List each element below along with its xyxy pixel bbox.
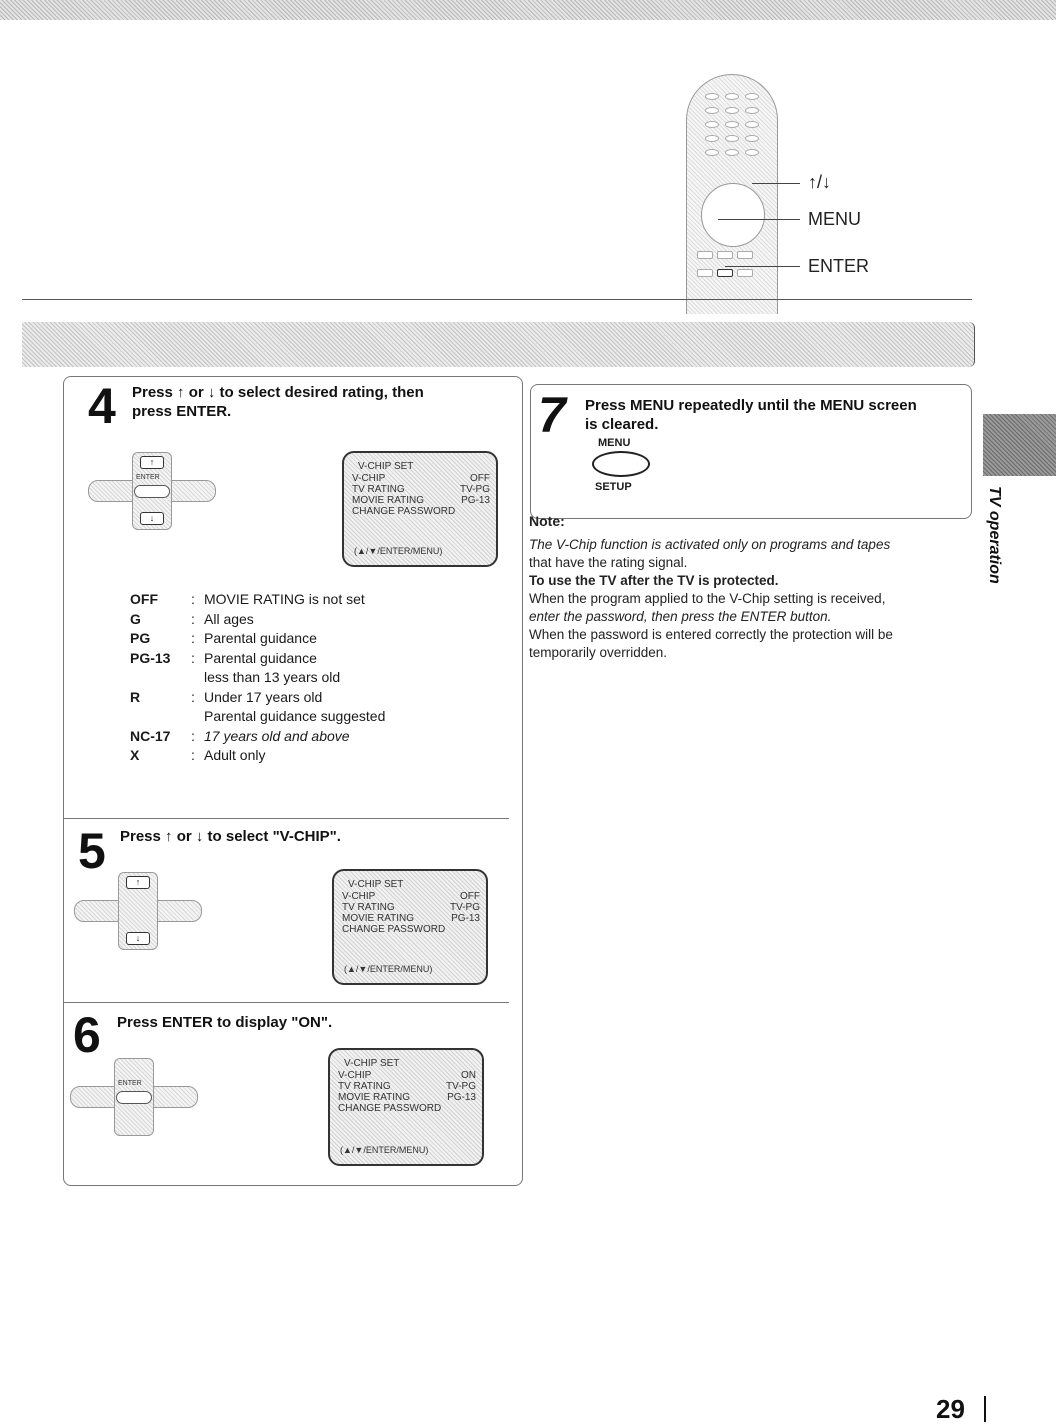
step-5-tv-screen	[332, 869, 488, 985]
rating-code: R	[130, 688, 141, 705]
rating-row: X : Adult only	[130, 746, 385, 766]
remote-button-icon	[737, 269, 753, 277]
tv-screen-title: V-CHIP SET	[344, 1058, 400, 1069]
down-arrow-key-icon: ↓	[126, 932, 150, 945]
tv-row-label: MOVIE RATING	[352, 495, 425, 506]
rating-desc: Parental guidance	[204, 630, 317, 646]
page-number: 29	[936, 1394, 965, 1424]
note-text: When the password is entered correctly the protection will be	[529, 627, 893, 642]
remote-button-icon	[745, 121, 759, 128]
note-subtitle: To use the TV after the TV is protected.	[529, 573, 779, 588]
tv-row-label: V-CHIP	[342, 891, 376, 902]
remote-button-icon	[745, 93, 759, 100]
remote-button-icon	[745, 135, 759, 142]
callout-line-arrows	[752, 183, 800, 184]
section-divider	[22, 299, 972, 300]
remote-button-icon	[725, 149, 739, 156]
callout-menu-label: MENU	[808, 209, 861, 229]
remote-button-icon	[745, 149, 759, 156]
rating-desc: MOVIE RATING is not set	[204, 591, 365, 607]
note-text: temporarily overridden.	[529, 645, 668, 660]
step-7-instruction-line1: Press MENU repeatedly until the MENU screen	[585, 397, 917, 414]
rating-row: PG-13 : Parental guidance	[130, 649, 385, 669]
remote-button-icon	[725, 107, 739, 114]
menu-button-icon	[592, 451, 650, 477]
note-text: The V-Chip function is activated only on programs and tapes	[529, 537, 891, 552]
callout-arrows-label: ↑/↓	[808, 172, 832, 192]
step-5-instruction: Press ↑ or ↓ to select "V-CHIP".	[120, 828, 341, 845]
tv-row-value: PG-13	[461, 495, 490, 506]
enter-key-icon	[116, 1091, 152, 1104]
note-title: Note:	[529, 513, 565, 529]
rating-code: PG-13	[130, 649, 171, 666]
callout-enter-label: ENTER	[808, 256, 870, 276]
remote-button-icon	[705, 93, 719, 100]
callout-line-menu	[718, 219, 800, 220]
tv-row-label: TV RATING	[338, 1081, 391, 1092]
step-4-tv-screen	[342, 451, 498, 567]
tv-row-value: ON	[461, 1070, 476, 1081]
rating-code: X	[130, 747, 140, 763]
menu-button-label: MENU	[598, 437, 631, 449]
step-6-tv-screen	[328, 1048, 484, 1166]
rating-code: PG	[130, 630, 151, 646]
section-tab-label: TV operation	[986, 486, 1003, 584]
page-number-bar	[984, 1396, 986, 1422]
rating-row: R : Under 17 years old	[130, 688, 385, 708]
enter-key-label: ENTER	[136, 474, 160, 481]
tv-row-label: V-CHIP	[352, 473, 386, 484]
step-5-number: 5	[78, 823, 106, 879]
tv-row-label: MOVIE RATING	[338, 1092, 411, 1103]
step-6-remote-keys	[70, 1058, 198, 1136]
rating-desc: Parental guidance suggested	[204, 708, 386, 724]
rating-desc: Parental guidance	[204, 649, 317, 666]
remote-button-icon	[725, 93, 739, 100]
remote-button-icon	[737, 251, 753, 259]
step-4-instruction-line1: Press ↑ or ↓ to select desired rating, then	[132, 384, 424, 401]
rating-table	[130, 590, 385, 766]
tv-row-label: MOVIE RATING	[342, 913, 415, 924]
rating-row	[130, 668, 385, 688]
section-tab-marker	[983, 414, 1056, 476]
remote-button-icon	[697, 251, 713, 259]
top-decorative-band	[0, 0, 1056, 20]
rating-desc: All ages	[204, 610, 254, 627]
remote-button-icon	[745, 107, 759, 114]
rating-desc: Under 17 years old	[204, 688, 323, 705]
rating-desc: 17 years old and above	[204, 727, 350, 744]
tv-row-value: PG-13	[447, 1092, 476, 1103]
rating-code: NC-17	[130, 727, 171, 744]
rating-row: G : All ages	[130, 610, 385, 630]
note-text: that have the rating signal.	[529, 555, 688, 570]
remote-dpad-icon	[701, 183, 765, 247]
step-4-number: 4	[88, 378, 116, 434]
rating-code	[130, 707, 182, 727]
step-5-remote-keys	[74, 872, 202, 950]
step-6-number: 6	[73, 1007, 101, 1063]
step-divider	[63, 1002, 509, 1003]
tv-row-label: CHANGE PASSWORD	[338, 1103, 442, 1114]
remote-button-icon	[725, 135, 739, 142]
callout-line-enter	[725, 266, 800, 267]
tv-row-value: OFF	[460, 891, 480, 902]
up-arrow-key-icon: ↑	[126, 876, 150, 889]
rating-row: PG : Parental guidance	[130, 629, 385, 649]
tv-screen-footer: (▲/▼/ENTER/MENU)	[344, 964, 433, 974]
section-decorative-band	[22, 322, 975, 367]
step-divider	[63, 818, 509, 819]
step-6-instruction: Press ENTER to display "ON".	[117, 1014, 333, 1031]
tv-row-value: PG-13	[451, 913, 480, 924]
step-7-number: 7	[538, 387, 566, 443]
tv-screen-footer: (▲/▼/ENTER/MENU)	[340, 1145, 429, 1155]
rating-desc: Adult only	[204, 747, 266, 763]
down-arrow-key-icon: ↓	[140, 512, 164, 525]
tv-screen-footer: (▲/▼/ENTER/MENU)	[354, 546, 443, 556]
tv-row-label: V-CHIP	[338, 1070, 372, 1081]
rating-row	[130, 707, 385, 727]
tv-screen-title: V-CHIP SET	[348, 879, 404, 890]
rating-code	[130, 668, 182, 688]
step-4-instruction-line2: press ENTER.	[132, 403, 232, 420]
tv-row-value: TV-PG	[449, 902, 480, 913]
rating-row: OFF : MOVIE RATING is not set	[130, 590, 385, 610]
tv-row-value: TV-PG	[445, 1081, 476, 1092]
note-section	[529, 512, 969, 662]
remote-button-icon	[705, 149, 719, 156]
remote-button-icon	[705, 135, 719, 142]
tv-row-value: OFF	[470, 473, 490, 484]
tv-row-label: TV RATING	[352, 484, 405, 495]
note-text: When the program applied to the V-Chip setting is received,	[529, 591, 886, 606]
rating-desc: less than 13 years old	[204, 669, 341, 685]
step-7-instruction-line2: is cleared.	[585, 416, 659, 433]
rating-code: OFF	[130, 591, 158, 607]
setup-button-label: SETUP	[595, 481, 632, 493]
remote-button-icon	[697, 269, 713, 277]
rating-row: NC-17 : 17 years old and above	[130, 727, 385, 747]
step-4-remote-keys	[88, 452, 216, 530]
tv-row-label: CHANGE PASSWORD	[352, 506, 456, 517]
enter-key-label: ENTER	[118, 1080, 142, 1087]
note-text: enter the password, then press the ENTER button.	[529, 609, 832, 624]
remote-enter-button-icon	[717, 269, 733, 277]
tv-screen-title: V-CHIP SET	[358, 461, 414, 472]
remote-control-illustration	[686, 74, 778, 314]
tv-row-label: CHANGE PASSWORD	[342, 924, 446, 935]
remote-button-icon	[717, 251, 733, 259]
remote-button-icon	[725, 121, 739, 128]
rating-code: G	[130, 610, 141, 627]
remote-button-icon	[705, 121, 719, 128]
remote-button-icon	[705, 107, 719, 114]
tv-row-value: TV-PG	[459, 484, 490, 495]
enter-key-icon	[134, 485, 170, 498]
up-arrow-key-icon: ↑	[140, 456, 164, 469]
tv-row-label: TV RATING	[342, 902, 395, 913]
